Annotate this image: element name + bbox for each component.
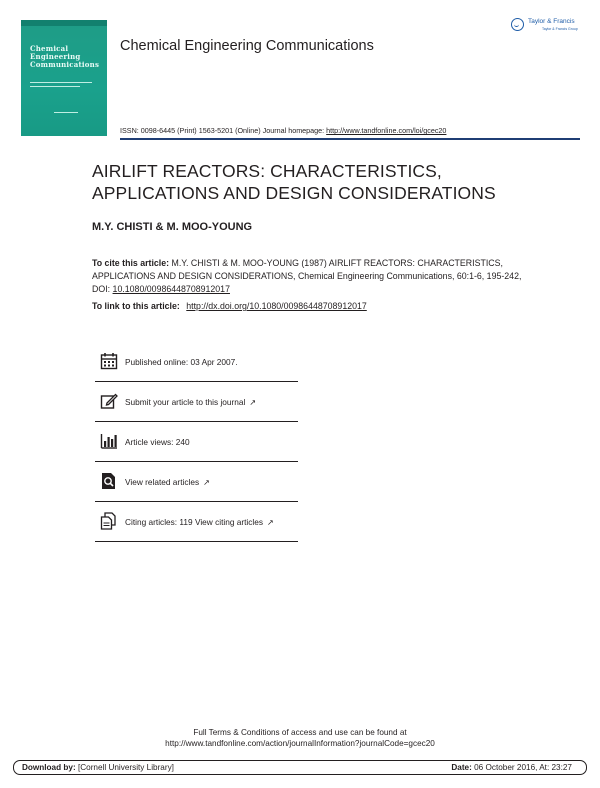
article-authors: M.Y. CHISTI & M. MOO-YOUNG: [92, 221, 253, 233]
terms-url[interactable]: http://www.tandfonline.com/action/journalInformation?journalCode=gcec20: [165, 739, 435, 748]
article-title: [92, 160, 552, 204]
journal-cover-image: [21, 20, 107, 136]
terms-and-conditions: [0, 727, 600, 749]
calendar-icon: [100, 352, 118, 370]
submit-article-text: Submit your article to this journal: [125, 397, 246, 407]
header-divider: [120, 138, 580, 140]
cover-top-band: [21, 20, 107, 26]
related-articles-text: View related articles: [125, 477, 200, 487]
download-date: [451, 763, 572, 772]
related-articles-link[interactable]: [125, 477, 210, 487]
downloaded-by-label: Download by:: [22, 763, 76, 772]
cover-rule: [54, 112, 78, 113]
publisher-name: Taylor & Francis: [528, 18, 575, 25]
external-link-icon: ↗: [203, 478, 210, 487]
issn-text: ISSN: 0098-6445 (Print) 1563-5201 (Online) Journal homepage:: [120, 126, 325, 135]
cover-rule: [30, 82, 92, 83]
article-views-text: Article views: 240: [125, 437, 190, 447]
article-link-label: To link to this article:: [92, 301, 180, 311]
info-row-views: [95, 422, 298, 462]
download-date-label: Date:: [451, 763, 472, 772]
external-link-icon: ↗: [267, 518, 274, 527]
publisher-group: Taylor & Francis Group: [542, 27, 578, 31]
citation-doi-link[interactable]: 10.1080/00986448708912017: [112, 284, 230, 294]
published-date-text: Published online: 03 Apr 2007.: [125, 357, 238, 367]
taylor-francis-logo-icon: [511, 18, 583, 34]
citing-articles-icon: [100, 512, 118, 530]
search-document-icon: [100, 472, 118, 490]
citation-block: [92, 257, 522, 296]
citation-text: M.Y. CHISTI & M. MOO-YOUNG (1987) AIRLIFT REACTORS: CHARACTERISTICS, APPLICATIONS AND DESIGN CONSIDERATIONS, Chemical Engineering Communications, 60:1-6, 195-242, DOI:: [92, 258, 522, 294]
citing-articles-text: Citing articles: 119 View citing articles: [125, 517, 264, 527]
info-row-related[interactable]: [95, 462, 298, 502]
logo-mark: [511, 18, 524, 31]
article-title-line-2: APPLICATIONS AND DESIGN CONSIDERATIONS: [92, 183, 496, 203]
article-link-line: [92, 301, 367, 311]
cover-title: Chemical Engineering Communications: [30, 44, 100, 69]
download-info-bar: [13, 760, 587, 775]
bar-chart-icon: [100, 432, 118, 450]
journal-homepage-link[interactable]: http://www.tandfonline.com/loi/gcec20: [326, 126, 447, 135]
downloaded-by: [22, 763, 174, 772]
external-link-icon: ↗: [249, 398, 257, 407]
submit-article-link[interactable]: [125, 397, 256, 407]
info-row-citing[interactable]: [95, 502, 298, 542]
info-row-published: [95, 342, 298, 382]
downloaded-by-value: [Cornell University Library]: [77, 763, 174, 772]
article-doi-url[interactable]: http://dx.doi.org/10.1080/00986448708912017: [186, 301, 367, 311]
download-date-value: 06 October 2016, At: 23:27: [474, 763, 572, 772]
info-row-submit[interactable]: [95, 382, 298, 422]
journal-title: Chemical Engineering Communications: [120, 38, 374, 54]
cover-rule: [30, 86, 80, 87]
article-title-line-1: AIRLIFT REACTORS: CHARACTERISTICS,: [92, 161, 442, 181]
terms-line-1: Full Terms & Conditions of access and use can be found at: [193, 728, 407, 737]
row-divider: [95, 541, 298, 542]
citation-label: To cite this article:: [92, 258, 170, 268]
citing-articles-link[interactable]: [125, 517, 274, 527]
edit-icon: [100, 392, 118, 410]
issn-line: [120, 126, 446, 135]
